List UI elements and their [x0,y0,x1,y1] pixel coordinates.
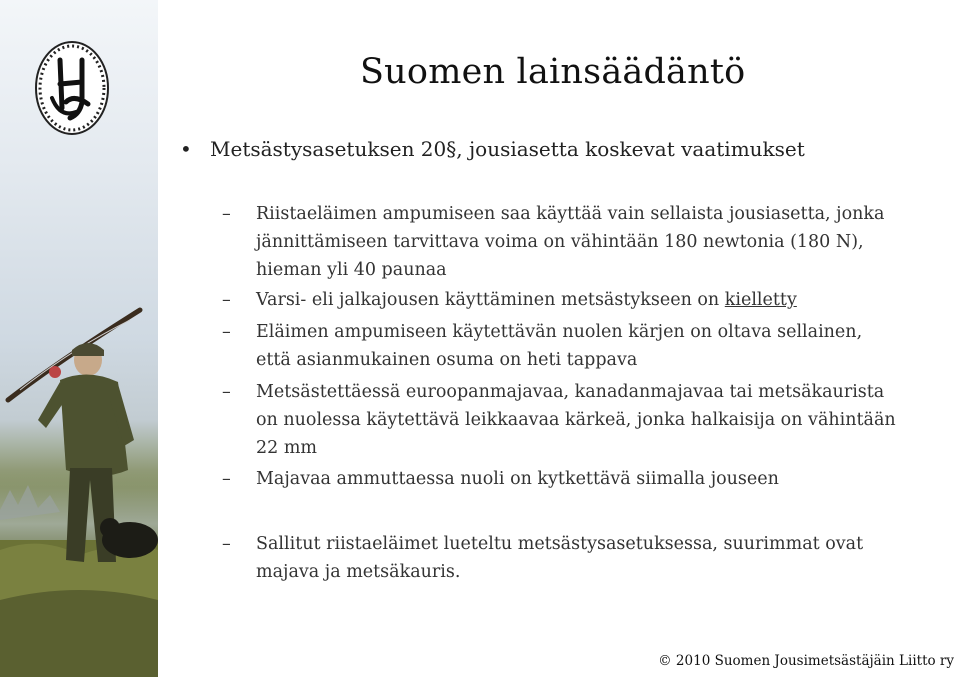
sub-bullet-1 [222,200,902,284]
sub-bullet-4 [222,378,902,462]
bullet-symbol: • [180,137,192,161]
sub-bullet-3 [222,318,902,374]
main-bullet-text: Metsästysasetuksen 20§, jousiasetta koskevat vaatimukset [210,137,805,161]
sub-bullet-text: Eläimen ampumiseen käytettävän nuolen kärjen on oltava sellainen, että asianmukainen osuma on heti tappava [256,322,863,370]
sub-bullet-2 [222,286,902,314]
sub-bullet-6 [222,530,902,586]
dash-symbol: – [222,469,231,489]
sub-bullet-text: Majavaa ammuttaessa nuoli on kytkettävä siimalla jouseen [256,469,779,489]
main-bullet [180,137,805,161]
sub-bullet-text-wrap [256,286,902,314]
sub-bullet-text: Riistaeläimen ampumiseen saa käyttää vain sellaista jousiasetta, jonka jännittämiseen tarvittava voima on vähintään 180 newtonia (180 N), hieman yli 40 paunaa [256,204,885,280]
dash-symbol: – [222,382,231,402]
slide-title: Suomen lainsäädäntö [360,52,746,92]
dash-symbol: – [222,534,231,554]
dash-symbol: – [222,290,231,310]
association-logo-icon [32,38,112,138]
underlined-word: kielletty [724,290,797,310]
side-photo-panel [0,0,158,677]
sub-bullet-text: Varsi- eli jalkajousen käyttäminen metsästykseen on [256,290,720,310]
copyright-footer: © 2010 Suomen Jousimetsästäjäin Liitto ry [658,653,954,669]
sub-bullet-5 [222,465,902,493]
sub-bullet-text: Sallitut riistaeläimet lueteltu metsästysasetuksessa, suurimmat ovat majava ja metsäkauris. [256,534,864,582]
sub-bullet-text: Metsästettäessä euroopanmajavaa, kanadanmajavaa tai metsäkaurista on nuolessa käytettävä leikkaavaa kärkeä, jonka halkaisija on vähintään 22 mm [256,382,896,458]
dash-symbol: – [222,204,231,224]
hunter-photo [0,300,158,677]
dash-symbol: – [222,322,231,342]
